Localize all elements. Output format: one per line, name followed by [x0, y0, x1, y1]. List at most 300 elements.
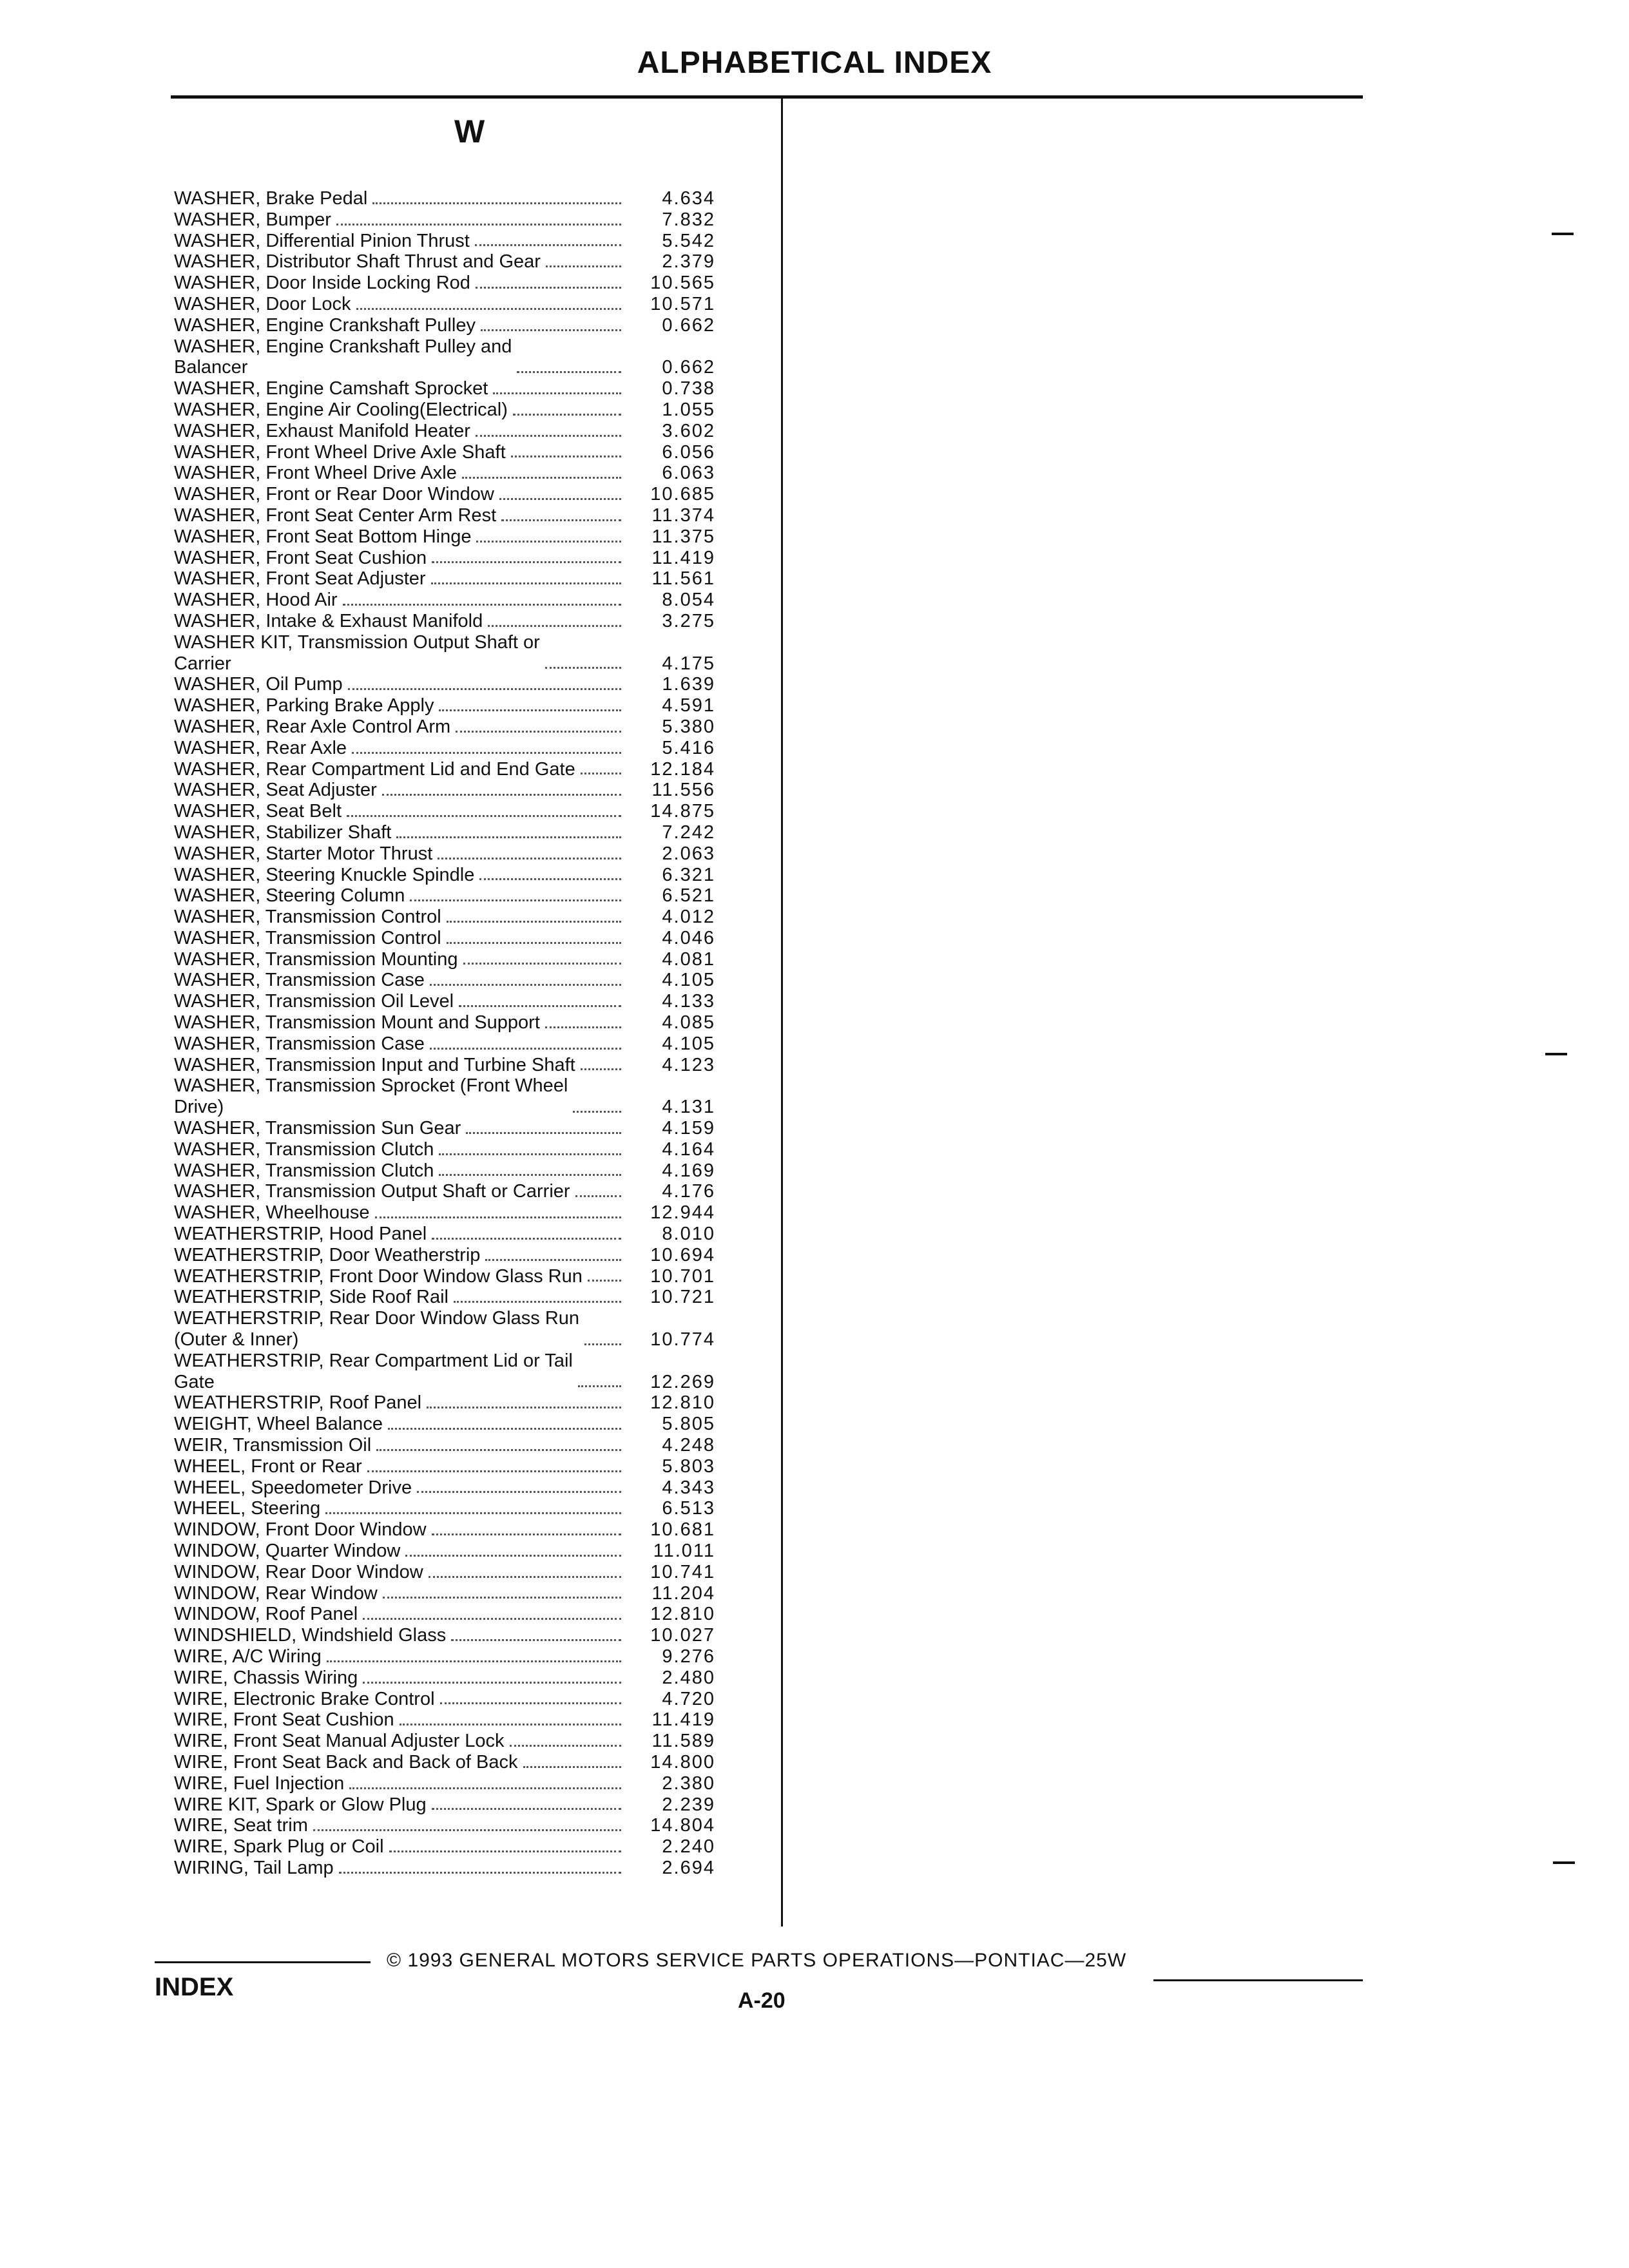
- index-entry: [174, 590, 760, 611]
- entry-text: WASHER, Exhaust Manifold Heater: [174, 420, 470, 441]
- index-entry: [174, 1350, 760, 1393]
- leader-dots: [432, 1533, 621, 1535]
- entry-page: 3.602: [662, 420, 715, 441]
- entry-text: WASHER, Transmission Clutch: [174, 1139, 434, 1160]
- entry-page: 4.105: [662, 1033, 715, 1054]
- entry-page: 10.774: [650, 1329, 715, 1350]
- entry-text: WEIR, Transmission Oil: [174, 1435, 372, 1456]
- entry-page: 11.561: [651, 568, 715, 590]
- entry-page: 4.591: [662, 695, 715, 716]
- index-entry: [174, 1414, 760, 1435]
- entry-text: WASHER, Front Wheel Drive Axle Shaft: [174, 441, 506, 463]
- index-entry: [174, 1392, 760, 1414]
- entry-text: WASHER, Seat Belt: [174, 801, 342, 822]
- entry-text: WINDOW, Rear Window: [174, 1582, 378, 1604]
- entry-page: 6.321: [662, 864, 715, 885]
- margin-mark: [1553, 1861, 1575, 1864]
- entry-page: 4.131: [662, 1097, 715, 1118]
- header-rule: [171, 95, 1363, 99]
- leader-dots: [475, 244, 621, 246]
- index-entry: [174, 759, 760, 780]
- entry-page: 4.133: [662, 991, 715, 1012]
- entry-text: WIRE, Front Seat Cushion: [174, 1709, 394, 1731]
- entry-page: 4.176: [662, 1181, 715, 1202]
- index-entry: [174, 1667, 760, 1689]
- index-entry: [174, 1752, 760, 1773]
- entry-text: WASHER, Front Seat Adjuster: [174, 568, 426, 590]
- leader-dots: [584, 1343, 621, 1345]
- leader-dots: [410, 899, 621, 901]
- entry-page: 2.240: [662, 1836, 715, 1858]
- page-number: A-20: [738, 1988, 786, 2013]
- leader-dots: [356, 308, 622, 310]
- leader-dots: [545, 667, 621, 669]
- entry-page: 12.269: [650, 1371, 715, 1392]
- index-entry: [174, 1160, 760, 1182]
- entry-text: WEATHERSTRIP, Front Door Window Glass Run: [174, 1265, 583, 1287]
- entry-text: WEIGHT, Wheel Balance: [174, 1414, 383, 1435]
- entry-text: WASHER, Front Seat Bottom Hinge: [174, 526, 472, 547]
- leader-dots: [439, 1174, 621, 1176]
- entry-page: 4.164: [662, 1139, 715, 1160]
- index-entry: [174, 1836, 760, 1858]
- entry-text: WIRE, Seat trim: [174, 1815, 308, 1836]
- entry-text: WHEEL, Steering: [174, 1498, 321, 1519]
- entry-page: 4.105: [662, 970, 715, 991]
- index-entry: [174, 273, 760, 294]
- leader-dots: [588, 1280, 621, 1282]
- leader-dots: [417, 1491, 621, 1493]
- leader-dots: [432, 1238, 621, 1240]
- index-entry: [174, 526, 760, 548]
- entry-page: 11.556: [651, 780, 715, 801]
- margin-mark: [1545, 1053, 1567, 1055]
- leader-dots: [431, 582, 621, 584]
- entry-page: 5.542: [662, 230, 715, 251]
- index-entry: [174, 738, 760, 759]
- index-entry: [174, 1033, 760, 1055]
- entry-page: 6.056: [662, 441, 715, 463]
- index-entry: [174, 1118, 760, 1139]
- entry-page: 8.054: [662, 590, 715, 611]
- entry-page: 11.419: [651, 1709, 715, 1731]
- leader-dots: [363, 1682, 621, 1684]
- copyright-line: © 1993 GENERAL MOTORS SERVICE PARTS OPERATIONS—PONTIAC—25W: [387, 1950, 1127, 1971]
- entry-text: WIRE, Spark Plug or Coil: [174, 1836, 384, 1858]
- index-entry: [174, 1519, 760, 1541]
- leader-dots: [367, 1470, 621, 1472]
- index-entry: [174, 907, 760, 928]
- entry-page: 2.063: [662, 843, 715, 864]
- entry-page: 5.416: [662, 737, 715, 758]
- index-entry: [174, 251, 760, 273]
- index-entry: [174, 1731, 760, 1752]
- entry-text: WASHER, Steering Column: [174, 885, 405, 907]
- index-list: [174, 188, 760, 1879]
- entry-page: 4.081: [662, 948, 715, 970]
- leader-dots: [396, 836, 621, 838]
- entry-text: WASHER, Transmission Sun Gear: [174, 1118, 461, 1139]
- leader-dots: [439, 1153, 621, 1155]
- entry-text: WASHER, Steering Knuckle Spindle: [174, 864, 475, 885]
- index-entry: [174, 1625, 760, 1646]
- entry-page: 2.239: [662, 1794, 715, 1815]
- index-entry: [174, 568, 760, 590]
- entry-page: 4.343: [662, 1477, 715, 1498]
- leader-dots: [481, 329, 621, 331]
- entry-text: WASHER, Transmission Oil Level: [174, 991, 454, 1012]
- index-entry: [174, 611, 760, 632]
- entry-text: WASHER, Rear Axle Control Arm: [174, 716, 451, 737]
- leader-dots: [429, 1576, 621, 1578]
- entry-text: WASHER, Front Seat Cushion: [174, 547, 427, 568]
- footer-rule-right: [1153, 1979, 1363, 1981]
- index-entry: [174, 1498, 760, 1519]
- index-entry: [174, 1794, 760, 1816]
- entry-text: WIRE, Front Seat Back and Back of Back: [174, 1751, 518, 1773]
- leader-dots: [575, 1195, 621, 1197]
- entry-text: WASHER, Door Inside Locking Rod: [174, 273, 470, 294]
- leader-dots: [383, 1597, 621, 1599]
- leader-dots: [349, 1787, 621, 1789]
- index-entry: [174, 1181, 760, 1202]
- entry-page: 10.701: [650, 1265, 715, 1287]
- leader-dots: [405, 1555, 621, 1557]
- index-entry: [174, 1245, 760, 1266]
- entry-page: 8.010: [662, 1224, 715, 1245]
- leader-dots: [456, 731, 621, 733]
- leader-dots: [523, 1766, 622, 1768]
- entry-page: 1.055: [662, 399, 715, 420]
- index-entry: [174, 294, 760, 315]
- index-entry: [174, 949, 760, 970]
- entry-text: WASHER, Transmission Case: [174, 1033, 425, 1054]
- entry-page: 2.480: [662, 1667, 715, 1688]
- index-entry: [174, 674, 760, 695]
- index-entry: [174, 1858, 760, 1879]
- index-entry: [174, 1202, 760, 1224]
- index-entry: [174, 1604, 760, 1625]
- index-entry: [174, 970, 760, 991]
- index-entry: [174, 801, 760, 822]
- entry-text: WEATHERSTRIP, Rear Compartment Lid or Tail Gate: [174, 1350, 573, 1392]
- entry-text: WIRE, Electronic Brake Control: [174, 1688, 435, 1709]
- entry-page: 2.380: [662, 1773, 715, 1794]
- page-title: ALPHABETICAL INDEX: [637, 46, 992, 80]
- entry-text: WINDOW, Rear Door Window: [174, 1561, 423, 1582]
- entry-text: WASHER, Transmission Sprocket (Front Wheel Drive): [174, 1075, 568, 1118]
- index-entry: [174, 505, 760, 526]
- index-entry: [174, 188, 760, 209]
- entry-text: WASHER, Door Lock: [174, 293, 351, 314]
- entry-page: 6.063: [662, 463, 715, 484]
- entry-page: 6.513: [662, 1498, 715, 1519]
- entry-text: WASHER, Oil Pump: [174, 674, 343, 695]
- leader-dots: [336, 224, 621, 226]
- leader-dots: [430, 1048, 621, 1050]
- index-entry: [174, 1456, 760, 1477]
- index-entry: [174, 336, 760, 379]
- entry-page: 14.804: [650, 1815, 715, 1836]
- entry-page: 4.046: [662, 927, 715, 948]
- leader-dots: [513, 414, 621, 416]
- section-label: INDEX: [155, 1973, 234, 2001]
- leader-dots: [463, 963, 621, 965]
- index-entry: [174, 991, 760, 1012]
- entry-text: WASHER, Transmission Case: [174, 970, 425, 991]
- entry-text: WINDSHIELD, Windshield Glass: [174, 1625, 447, 1646]
- entry-page: 5.805: [662, 1414, 715, 1435]
- leader-dots: [347, 815, 621, 817]
- leader-dots: [573, 1111, 621, 1113]
- leader-dots: [432, 561, 621, 563]
- entry-page: 10.685: [650, 484, 715, 505]
- index-entry: [174, 1562, 760, 1583]
- index-entry: [174, 1477, 760, 1499]
- entry-page: 2.694: [662, 1857, 715, 1878]
- entry-page: 4.175: [662, 653, 715, 674]
- index-entry: [174, 548, 760, 569]
- entry-text: WIRING, Tail Lamp: [174, 1857, 334, 1878]
- entry-text: WASHER, Parking Brake Apply: [174, 695, 434, 716]
- index-entry: [174, 1815, 760, 1836]
- index-entry: [174, 1224, 760, 1245]
- index-entry: [174, 209, 760, 231]
- entry-page: 10.681: [650, 1519, 715, 1541]
- index-entry: [174, 1773, 760, 1794]
- index-entry: [174, 442, 760, 463]
- entry-text: WASHER, Transmission Input and Turbine Shaft: [174, 1054, 575, 1075]
- index-entry: [174, 1012, 760, 1033]
- leader-dots: [438, 858, 621, 860]
- index-entry: [174, 780, 760, 801]
- entry-page: 11.011: [653, 1541, 715, 1561]
- entry-text: WASHER, Differential Pinion Thrust: [174, 230, 470, 251]
- entry-page: 1.639: [662, 674, 715, 695]
- entry-text: WASHER, Front Seat Center Arm Rest: [174, 505, 497, 526]
- leader-dots: [499, 498, 621, 500]
- entry-text: WASHER, Hood Air: [174, 590, 338, 611]
- leader-dots: [376, 1449, 621, 1451]
- index-entry: [174, 1075, 760, 1118]
- leader-dots: [511, 456, 621, 457]
- entry-text: WINDOW, Front Door Window: [174, 1519, 427, 1541]
- entry-text: WASHER, Bumper: [174, 209, 331, 230]
- entry-page: 4.123: [662, 1054, 715, 1075]
- leader-dots: [493, 392, 621, 394]
- entry-text: WIRE, Fuel Injection: [174, 1773, 345, 1794]
- index-entry: [174, 463, 760, 484]
- leader-dots: [485, 1259, 621, 1261]
- entry-page: 10.741: [650, 1561, 715, 1582]
- entry-page: 12.944: [650, 1202, 715, 1224]
- entry-page: 6.521: [662, 885, 715, 907]
- entry-text: WASHER, Front Wheel Drive Axle: [174, 463, 457, 484]
- entry-page: 4.634: [662, 188, 715, 209]
- leader-dots: [388, 1428, 621, 1430]
- entry-page: 7.242: [662, 822, 715, 843]
- entry-text: WIRE, Front Seat Manual Adjuster Lock: [174, 1731, 505, 1752]
- entry-page: 10.694: [650, 1244, 715, 1265]
- entry-page: 4.012: [662, 907, 715, 928]
- entry-page: 7.832: [662, 209, 715, 230]
- entry-page: 11.204: [651, 1582, 715, 1604]
- index-entry: [174, 1709, 760, 1731]
- leader-dots: [375, 1216, 621, 1218]
- entry-page: 0.662: [662, 357, 715, 378]
- leader-dots: [517, 371, 621, 373]
- leader-dots: [382, 794, 621, 796]
- entry-text: WEATHERSTRIP, Side Roof Rail: [174, 1287, 448, 1308]
- column-divider: [781, 98, 783, 1927]
- leader-dots: [501, 519, 621, 521]
- index-entry: [174, 1541, 760, 1562]
- leader-dots: [389, 1850, 621, 1852]
- entry-text: WASHER, Wheelhouse: [174, 1202, 370, 1224]
- entry-text: WASHER KIT, Transmission Output Shaft or Carrier: [174, 631, 540, 674]
- leader-dots: [352, 752, 621, 754]
- entry-text: WASHER, Stabilizer Shaft: [174, 822, 392, 843]
- entry-page: 11.375: [651, 526, 715, 547]
- index-entry: [174, 1583, 760, 1604]
- entry-page: 4.085: [662, 1012, 715, 1033]
- entry-text: WASHER, Transmission Clutch: [174, 1160, 434, 1181]
- index-entry: [174, 1055, 760, 1076]
- index-entry: [174, 1646, 760, 1667]
- footer-rule-left: [155, 1961, 371, 1963]
- leader-dots: [451, 1639, 621, 1641]
- leader-dots: [427, 1407, 621, 1408]
- index-entry: [174, 822, 760, 843]
- entry-text: WASHER, Transmission Mount and Support: [174, 1012, 540, 1033]
- entry-text: WEATHERSTRIP, Door Weatherstrip: [174, 1244, 481, 1265]
- index-entry: [174, 1308, 760, 1350]
- entry-page: 14.875: [650, 801, 715, 822]
- entry-page: 0.662: [662, 314, 715, 336]
- index-entry: [174, 378, 760, 399]
- leader-dots: [476, 541, 621, 543]
- entry-text: WASHER, Brake Pedal: [174, 188, 368, 209]
- entry-text: WASHER, Engine Air Cooling(Electrical): [174, 399, 508, 420]
- entry-page: 11.589: [651, 1731, 715, 1752]
- index-entry: [174, 421, 760, 442]
- index-entry: [174, 484, 760, 505]
- leader-dots: [440, 1702, 621, 1704]
- leader-dots: [348, 688, 621, 690]
- entry-text: WHEEL, Speedometer Drive: [174, 1477, 412, 1498]
- leader-dots: [327, 1660, 621, 1662]
- index-entry: [174, 885, 760, 907]
- entry-text: WIRE, A/C Wiring: [174, 1646, 322, 1667]
- index-entry: [174, 843, 760, 865]
- leader-dots: [462, 477, 621, 479]
- entry-page: 3.275: [662, 610, 715, 631]
- entry-text: WASHER, Distributor Shaft Thrust and Gear: [174, 251, 541, 273]
- entry-text: WASHER, Front or Rear Door Window: [174, 484, 494, 505]
- index-entry: [174, 928, 760, 949]
- leader-dots: [363, 1618, 621, 1620]
- index-entry: [174, 231, 760, 252]
- entry-page: 14.800: [650, 1751, 715, 1773]
- leader-dots: [476, 287, 621, 289]
- leader-dots: [447, 921, 621, 923]
- entry-text: WASHER, Transmission Mounting: [174, 948, 458, 970]
- entry-page: 4.248: [662, 1435, 715, 1456]
- entry-page: 0.738: [662, 378, 715, 399]
- entry-text: WASHER, Transmission Control: [174, 907, 441, 928]
- entry-text: WASHER, Transmission Control: [174, 927, 441, 948]
- leader-dots: [313, 1829, 621, 1831]
- entry-text: WIRE KIT, Spark or Glow Plug: [174, 1794, 427, 1815]
- section-letter: W: [454, 113, 485, 149]
- leader-dots: [578, 1385, 621, 1387]
- entry-page: 10.721: [650, 1287, 715, 1308]
- entry-text: WASHER, Intake & Exhaust Manifold: [174, 610, 483, 631]
- entry-text: WASHER, Rear Compartment Lid and End Gate: [174, 758, 575, 780]
- entry-page: 2.379: [662, 251, 715, 273]
- entry-text: WEATHERSTRIP, Hood Panel: [174, 1224, 427, 1245]
- entry-page: 11.374: [651, 505, 715, 526]
- leader-dots: [447, 942, 621, 944]
- entry-page: 10.027: [650, 1625, 715, 1646]
- entry-text: WINDOW, Quarter Window: [174, 1541, 401, 1561]
- leader-dots: [581, 773, 621, 774]
- leader-dots: [459, 1005, 621, 1007]
- entry-text: WIRE, Chassis Wiring: [174, 1667, 358, 1688]
- index-entry: [174, 399, 760, 421]
- leader-dots: [546, 265, 621, 267]
- index-entry: [174, 315, 760, 336]
- index-entry: [174, 695, 760, 716]
- entry-text: WASHER, Transmission Output Shaft or Carrier: [174, 1181, 570, 1202]
- entry-page: 4.159: [662, 1118, 715, 1139]
- entry-text: WHEEL, Front or Rear: [174, 1456, 362, 1477]
- entry-page: 5.803: [662, 1456, 715, 1477]
- leader-dots: [581, 1068, 621, 1070]
- entry-page: 10.565: [650, 273, 715, 294]
- index-entry: [174, 632, 760, 675]
- entry-page: 12.184: [650, 758, 715, 780]
- index-entry: [174, 716, 760, 738]
- entry-text: WASHER, Engine Crankshaft Pulley: [174, 314, 476, 336]
- entry-page: 9.276: [662, 1646, 715, 1667]
- entry-text: WEATHERSTRIP, Roof Panel: [174, 1392, 422, 1414]
- leader-dots: [479, 878, 621, 880]
- index-entry: [174, 1287, 760, 1308]
- entry-text: WASHER, Rear Axle: [174, 737, 347, 758]
- leader-dots: [488, 625, 621, 627]
- leader-dots: [476, 435, 621, 437]
- index-entry: [174, 1266, 760, 1287]
- leader-dots: [325, 1512, 621, 1514]
- index-entry: [174, 1435, 760, 1456]
- entry-text: WASHER, Starter Motor Thrust: [174, 843, 433, 864]
- leader-dots: [454, 1301, 621, 1303]
- entry-page: 12.810: [650, 1392, 715, 1414]
- leader-dots: [339, 1872, 621, 1874]
- margin-mark: [1552, 233, 1574, 235]
- entry-text: WASHER, Engine Crankshaft Pulley and Balancer: [174, 336, 512, 378]
- leader-dots: [343, 604, 621, 606]
- leader-dots: [466, 1132, 621, 1134]
- entry-text: WINDOW, Roof Panel: [174, 1604, 358, 1625]
- leader-dots: [430, 984, 621, 986]
- leader-dots: [432, 1808, 621, 1810]
- entry-page: 12.810: [650, 1604, 715, 1625]
- leader-dots: [372, 202, 621, 204]
- entry-text: WASHER, Engine Camshaft Sprocket: [174, 378, 488, 399]
- entry-page: 10.571: [650, 293, 715, 314]
